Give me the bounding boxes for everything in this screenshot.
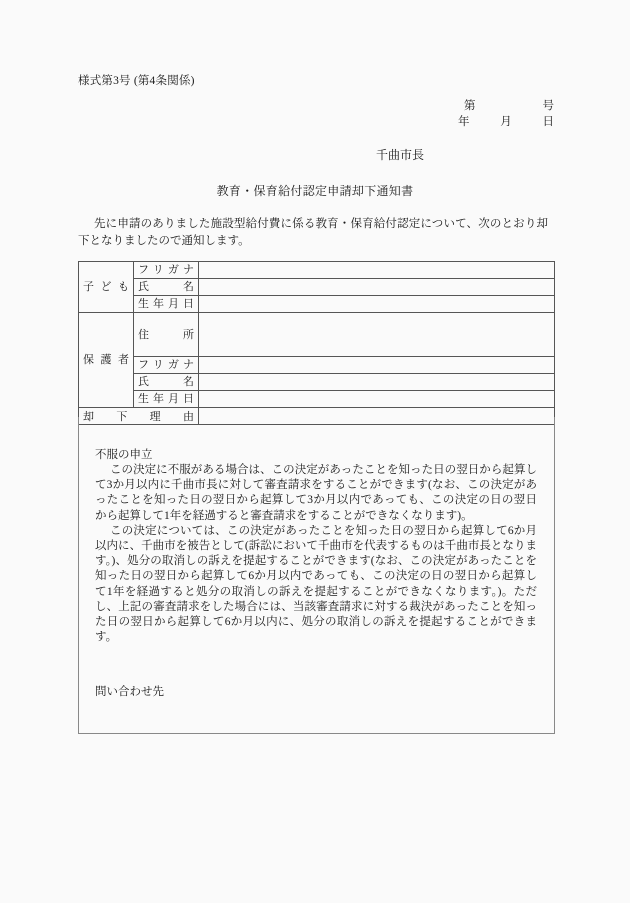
child-name-label: 氏名 xyxy=(134,279,199,296)
table-row xyxy=(79,262,555,279)
intro-paragraph: 先に申請のありました施設型給付費に係る教育・保育給付認定について、次のとおり却下となりましたので通知します。 xyxy=(78,218,548,247)
number-prefix-label: 第 xyxy=(464,100,476,112)
issuer-name: 千曲市長 xyxy=(375,148,424,162)
child-birthdate-label: 生年月日 xyxy=(134,296,199,313)
guardian-birthdate-label: 生年月日 xyxy=(134,391,199,408)
guardian-furigana-label: フリガナ xyxy=(134,357,199,374)
child-name-value[interactable] xyxy=(199,279,555,296)
appeal-notice-heading: 不服の申立 xyxy=(95,449,153,461)
guardian-category-text: 保護者 xyxy=(83,354,129,366)
table-row xyxy=(79,374,555,391)
child-birthdate-value[interactable] xyxy=(199,296,555,313)
guardian-name-value[interactable] xyxy=(199,374,555,391)
child-furigana-label: フリガナ xyxy=(134,262,199,279)
guardian-name-label: 氏名 xyxy=(134,374,199,391)
child-category-label xyxy=(79,262,134,313)
document-date-row xyxy=(450,114,560,130)
contact-label: 問い合わせ先 xyxy=(95,686,164,698)
child-furigana-value[interactable] xyxy=(199,262,555,279)
table-row xyxy=(79,357,555,374)
appeal-notice-box xyxy=(78,417,555,734)
number-suffix-label: 号 xyxy=(542,100,554,112)
guardian-category-label xyxy=(79,313,134,408)
appeal-paragraph-1: この決定に不服がある場合は、この決定があったことを知った日の翌日から起算して3か月以内に千曲市長に対して審査請求をすることができます(なお、この決定があったことを知った日の翌日から起算して3か月以内であっても、この決定の日の翌日から起算して1年を経過すると審査請求をすることができなくなります)。 xyxy=(95,464,537,522)
document-number-row xyxy=(450,98,560,114)
appeal-paragraph-2: この決定については、この決定があったことを知った日の翌日から起算して6か月以内に、千曲市を被告として(訴訟において千曲市を代表するものは千曲市長となります。)、処分の取消しの訴えを提起することができます(なお、この決定があったことを知った日の翌日から起算して6か月以内であっても、この決定の日の翌日から起算して1年を経過すると処分の取消しの訴えを提起することができなくなります。)。ただし、上記の審査請求をした場合には、当該審査請求に対する裁決があったことを知った日の翌日から起算して6か月以内に、処分の取消しの訴えを提起することができます。 xyxy=(95,524,537,644)
month-label: 月 xyxy=(500,116,512,128)
page-title: 教育・保育給付認定申請却下通知書 xyxy=(216,184,414,198)
day-label: 日 xyxy=(542,116,554,128)
child-category-text: 子ども xyxy=(83,281,129,293)
form-number: 様式第3号 (第4条関係) xyxy=(78,75,195,87)
year-label: 年 xyxy=(458,116,470,128)
appeal-notice-content xyxy=(95,447,537,645)
table-row xyxy=(79,279,555,296)
table-row xyxy=(79,296,555,313)
guardian-address-value[interactable] xyxy=(199,313,555,357)
guardian-furigana-value[interactable] xyxy=(199,357,555,374)
applicant-form-table xyxy=(78,261,555,425)
table-row xyxy=(79,391,555,408)
guardian-address-label: 住所 xyxy=(134,313,199,357)
document-number-block xyxy=(450,98,560,130)
table-row xyxy=(79,313,555,357)
rejection-reason-label: 却下理由 xyxy=(79,408,199,425)
guardian-birthdate-value[interactable] xyxy=(199,391,555,408)
